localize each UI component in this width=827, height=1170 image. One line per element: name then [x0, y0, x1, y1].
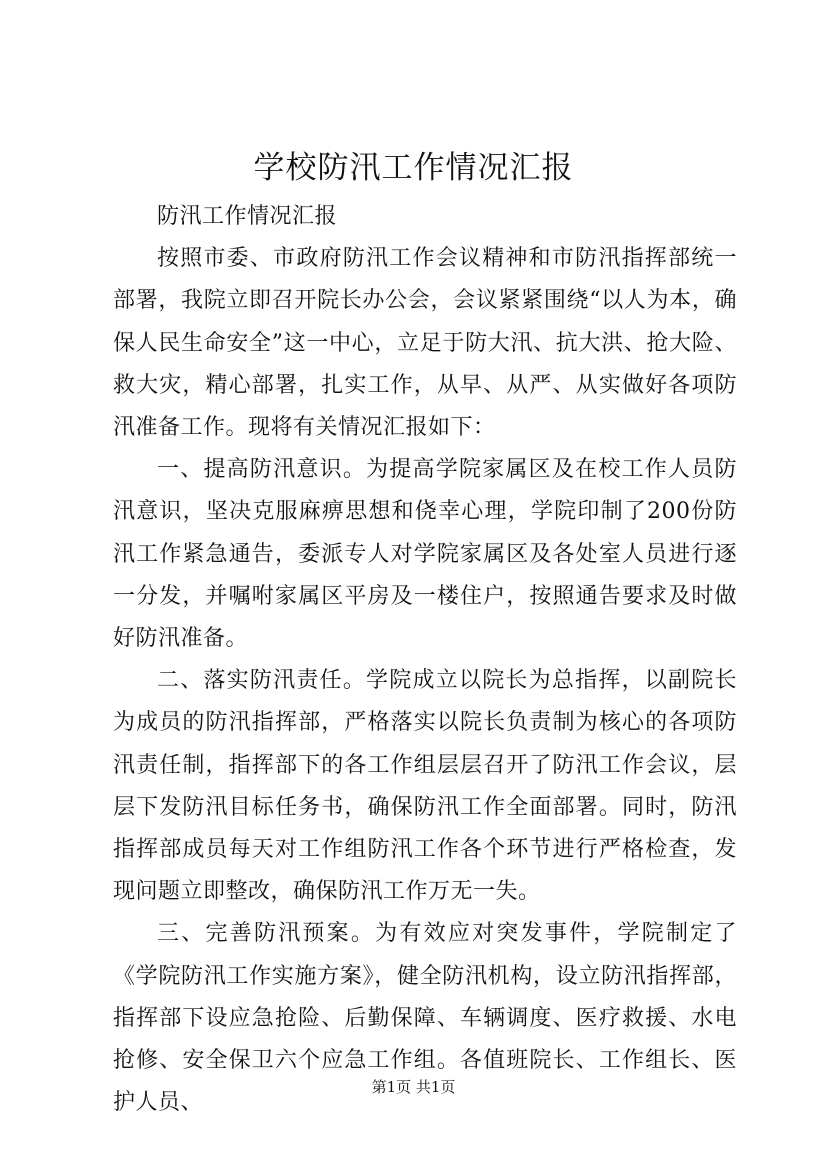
- page-footer: [0, 1077, 827, 1097]
- section-one-paragraph: 一、提高防汛意识。为提高学院家属区及在校工作人员防汛意识，坚决克服麻痹思想和侥幸心理，学院印制了200份防汛工作紧急通告，委派专人对学院家属区及各处室人员进行逐一分发，并嘱咐家属区平房及一楼住户，按照通告要求及时做好防汛准备。: [113, 457, 737, 652]
- page-number: 第1页 共1页: [371, 1078, 456, 1096]
- document-body: [113, 196, 737, 1124]
- subtitle-paragraph: 防汛工作情况汇报: [157, 204, 338, 229]
- section-two-paragraph: 二、落实防汛责任。学院成立以院长为总指挥，以副院长为成员的防汛指挥部，严格落实以院长负责制为核心的各项防汛责任制，指挥部下的各工作组层层召开了防汛工作会议，层层下发防汛目标任务书，确保防汛工作全面部署。同时，防汛指挥部成员每天对工作组防汛工作各个环节进行严格检查，发现问题立即整改，确保防汛工作万无一失。: [113, 668, 737, 905]
- document-title: 学校防汛工作情况汇报: [253, 150, 574, 186]
- section-three-paragraph: 三、完善防汛预案。为有效应对突发事件，学院制定了《学院防汛工作实施方案》，健全防汛机构，设立防汛指挥部，指挥部下设应急抢险、后勤保障、车辆调度、医疗救援、水电抢修、安全保卫六个应急工作组。各值班院长、工作组长、医护人员、: [113, 921, 737, 1116]
- intro-paragraph: 按照市委、市政府防汛工作会议精神和市防汛指挥部统一部署，我院立即召开院长办公会，会议紧紧围绕“以人为本，确保人民生命安全”这一中心，立足于防大汛、抗大洪、抢大险、救大灾，精心部署，扎实工作，从早、从严、从实做好各项防汛准备工作。现将有关情况汇报如下：: [113, 246, 737, 441]
